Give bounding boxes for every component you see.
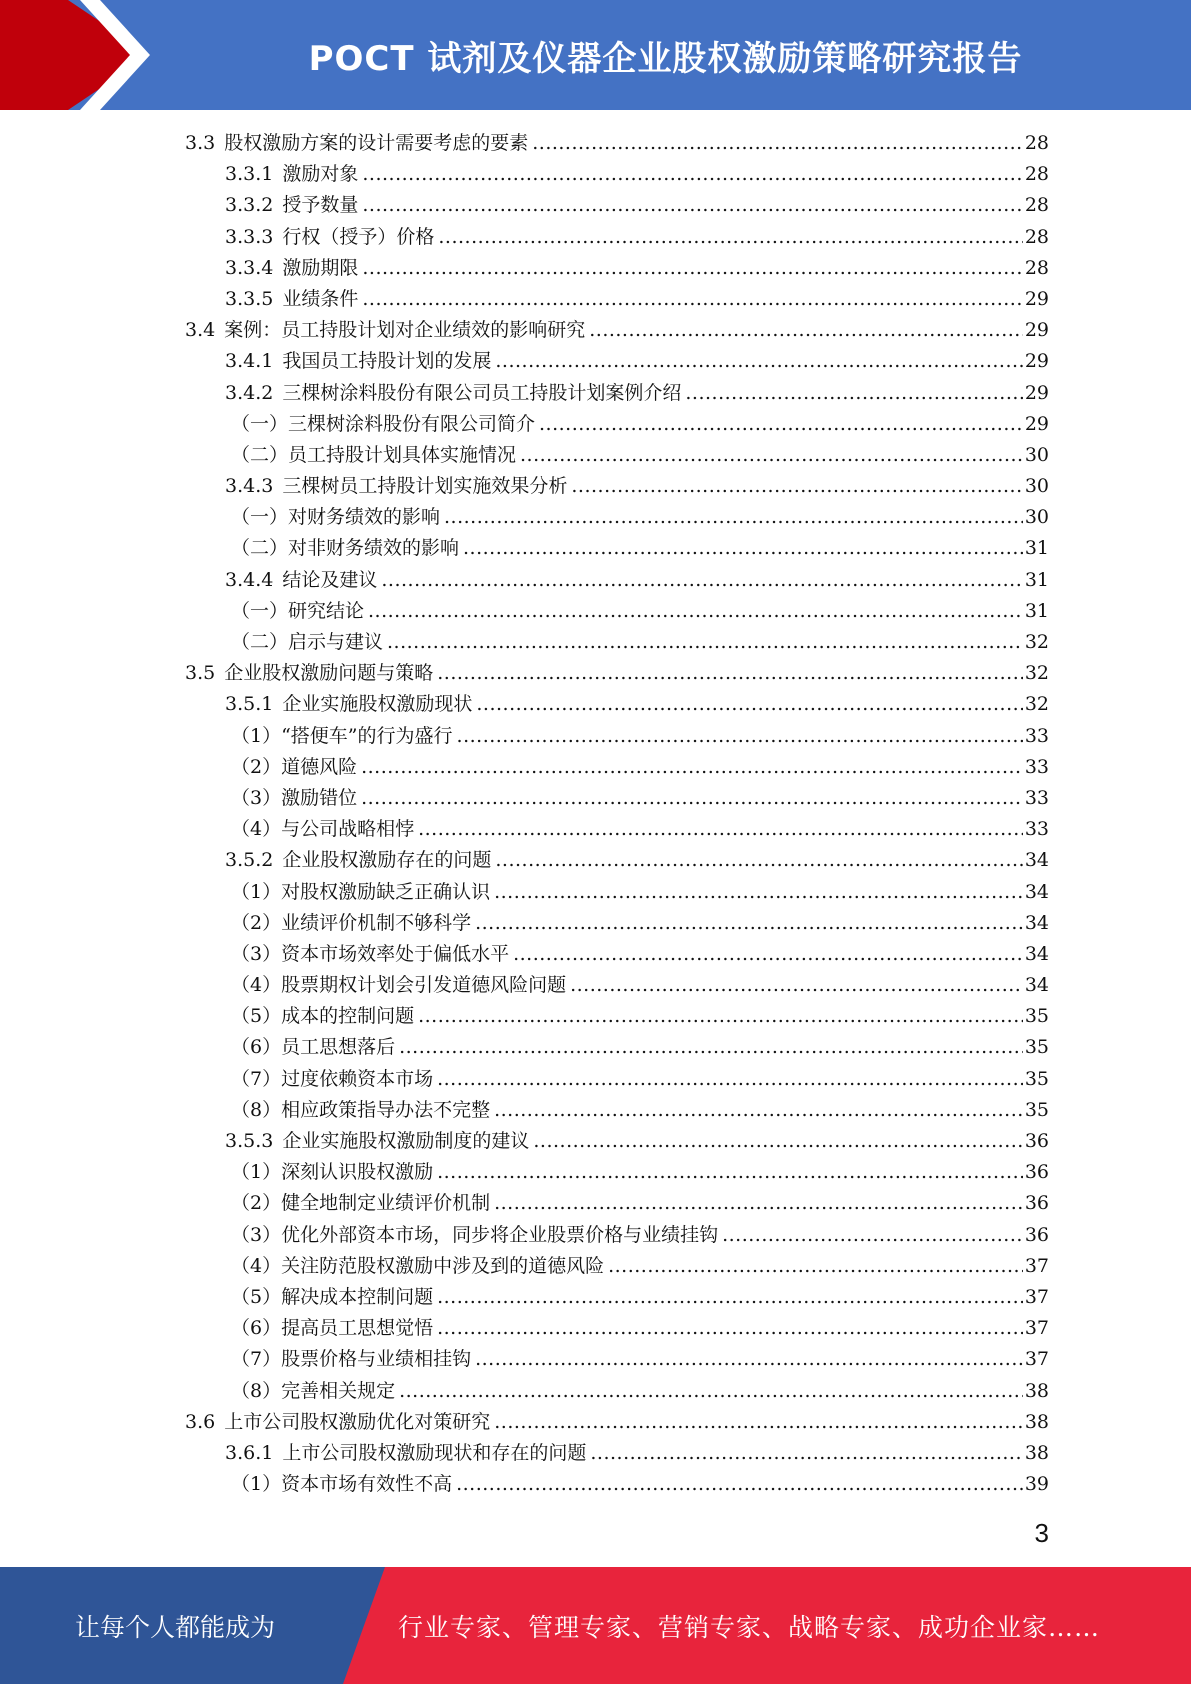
toc-entry-page: 35 <box>1024 1067 1049 1090</box>
toc-entry-title: （7）过度依赖资本市场 <box>231 1067 434 1090</box>
toc-entry-title: （1）深刻认识股权激励 <box>231 1161 434 1184</box>
toc-dot-leader <box>494 1411 1023 1433</box>
toc-entry[interactable] <box>185 939 1049 970</box>
toc-entry[interactable] <box>185 346 1049 377</box>
toc-entry[interactable] <box>185 159 1049 190</box>
toc-entry[interactable] <box>185 1157 1049 1188</box>
toc-entry[interactable] <box>185 440 1049 471</box>
toc-entry-title: （一）研究结论 <box>231 599 365 622</box>
toc-dot-leader <box>381 569 1022 591</box>
toc-entry-number: 3.4.4 <box>225 568 274 591</box>
table-of-contents <box>185 128 1049 1500</box>
toc-entry-page: 32 <box>1024 693 1049 716</box>
toc-entry-page: 29 <box>1024 287 1049 310</box>
toc-entry-number: 3.3.1 <box>225 163 274 186</box>
toc-entry-title: 股权激励方案的设计需要考虑的要素 <box>224 132 529 154</box>
toc-entry-page: 32 <box>1024 662 1049 685</box>
toc-entry[interactable] <box>185 1313 1049 1344</box>
toc-entry[interactable] <box>185 1188 1049 1219</box>
toc-entry[interactable] <box>185 409 1049 440</box>
toc-dot-leader <box>437 1286 1023 1308</box>
toc-entry[interactable] <box>185 190 1049 221</box>
toc-entry-title: 激励对象 <box>282 163 359 186</box>
toc-dot-leader <box>418 818 1023 840</box>
toc-entry[interactable] <box>185 1282 1049 1313</box>
toc-dot-leader <box>362 288 1022 310</box>
toc-dot-leader <box>722 1224 1023 1246</box>
toc-entry[interactable] <box>185 253 1049 284</box>
toc-entry-page: 35 <box>1024 1036 1049 1059</box>
toc-entry-title: 激励期限 <box>282 256 359 279</box>
toc-entry-title: （5）成本的控制问题 <box>231 1005 415 1028</box>
toc-dot-leader <box>494 881 1023 903</box>
toc-entry-page: 31 <box>1024 568 1049 591</box>
toc-dot-leader <box>418 1005 1023 1027</box>
toc-dot-leader <box>494 1192 1023 1214</box>
toc-entry[interactable] <box>185 1469 1049 1500</box>
toc-entry-number: 3.3.2 <box>225 194 274 217</box>
toc-entry-page: 30 <box>1024 506 1049 529</box>
toc-entry-title: （4）股票期权计划会引发道德风险问题 <box>231 974 567 997</box>
toc-entry-title: （4）关注防范股权激励中涉及到的道德风险 <box>231 1254 605 1277</box>
toc-entry[interactable] <box>185 565 1049 596</box>
toc-entry-page: 31 <box>1024 537 1049 560</box>
toc-dot-leader <box>475 1348 1023 1370</box>
toc-entry-page: 34 <box>1024 974 1049 997</box>
toc-entry-number: 3.4.3 <box>225 475 274 498</box>
toc-dot-leader <box>495 849 1022 871</box>
footer-slogan-left: 让每个人都能成为 <box>74 1612 275 1642</box>
toc-entry-page: 36 <box>1024 1192 1049 1215</box>
toc-entry[interactable] <box>185 128 1049 159</box>
toc-entry-title: （3）资本市场效率处于偏低水平 <box>231 942 510 965</box>
toc-entry[interactable] <box>185 752 1049 783</box>
toc-entry[interactable] <box>185 378 1049 409</box>
toc-entry-title: 三棵树涂料股份有限公司员工持股计划案例介绍 <box>282 381 682 404</box>
toc-entry-title: （2）健全地制定业绩评价机制 <box>231 1192 491 1215</box>
toc-entry-page: 35 <box>1024 1005 1049 1028</box>
toc-entry-page: 34 <box>1024 911 1049 934</box>
toc-entry-page: 33 <box>1024 786 1049 809</box>
toc-dot-leader <box>539 413 1023 435</box>
toc-entry[interactable] <box>185 1220 1049 1251</box>
toc-dot-leader <box>590 1442 1022 1464</box>
toc-dot-leader <box>513 943 1023 965</box>
toc-entry[interactable] <box>185 502 1049 533</box>
toc-entry-page: 33 <box>1024 724 1049 747</box>
toc-entry[interactable] <box>185 222 1049 253</box>
toc-entry-title: （一）对财务绩效的影响 <box>231 506 441 529</box>
toc-entry-page: 29 <box>1024 319 1049 342</box>
toc-entry-title: （1）对股权激励缺乏正确认识 <box>231 880 491 903</box>
toc-entry-title: 企业股权激励存在的问题 <box>282 849 492 872</box>
toc-entry[interactable] <box>185 1126 1049 1157</box>
toc-entry-number: 3.4.2 <box>225 381 274 404</box>
toc-entry-title: （一）三棵树涂料股份有限公司简介 <box>231 412 536 435</box>
toc-entry-number: 3.4 <box>185 319 216 342</box>
toc-entry[interactable] <box>185 284 1049 315</box>
toc-entry[interactable] <box>185 814 1049 845</box>
toc-entry-page: 36 <box>1024 1223 1049 1246</box>
toc-entry-title: 结论及建议 <box>282 568 378 591</box>
toc-entry-title: （2）业绩评价机制不够科学 <box>231 911 472 934</box>
toc-entry-page: 37 <box>1024 1254 1049 1277</box>
toc-entry-page: 36 <box>1024 1161 1049 1184</box>
toc-entry-page: 28 <box>1024 194 1049 217</box>
toc-entry-title: （4）与公司战略相悖 <box>231 818 415 841</box>
toc-entry-title: （2）道德风险 <box>231 755 358 778</box>
toc-dot-leader <box>589 319 1023 341</box>
toc-entry-title: （3）优化外部资本市场，同步将企业股票价格与业绩挂钩 <box>231 1223 719 1246</box>
toc-entry-title: （6）提高员工思想觉悟 <box>231 1317 434 1340</box>
toc-entry-title: 企业股权激励问题与策略 <box>224 662 434 685</box>
toc-entry[interactable] <box>185 721 1049 752</box>
toc-entry[interactable] <box>185 689 1049 720</box>
toc-entry-title: （二）启示与建议 <box>231 631 384 653</box>
toc-entry[interactable] <box>185 908 1049 939</box>
toc-entry-title: （3）激励错位 <box>231 786 358 809</box>
toc-entry[interactable] <box>185 1438 1049 1469</box>
toc-entry[interactable] <box>185 627 1049 658</box>
toc-entry-title: （6）员工思想落后 <box>231 1036 396 1059</box>
toc-entry-number: 3.5.3 <box>225 1130 274 1152</box>
toc-entry-title: 案例：员工持股计划对企业绩效的影响研究 <box>224 319 586 342</box>
toc-entry-number: 3.5 <box>185 662 216 685</box>
toc-entry[interactable] <box>185 845 1049 876</box>
toc-entry-title: 行权（授予）价格 <box>282 225 435 248</box>
toc-entry[interactable] <box>185 1251 1049 1282</box>
toc-entry-number: 3.6 <box>185 1410 216 1433</box>
toc-entry-title: （7）股票价格与业绩相挂钩 <box>231 1348 472 1371</box>
toc-entry-page: 39 <box>1024 1473 1049 1496</box>
toc-dot-leader <box>362 194 1022 216</box>
toc-entry[interactable] <box>185 1095 1049 1126</box>
toc-entry-page: 28 <box>1024 163 1049 186</box>
toc-entry-title: 企业实施股权激励现状 <box>282 693 473 716</box>
toc-entry[interactable] <box>185 877 1049 908</box>
toc-entry-page: 28 <box>1024 256 1049 279</box>
page-number: 3 <box>1034 1518 1049 1548</box>
toc-entry-number: 3.6.1 <box>225 1441 274 1464</box>
footer-slogan-right: 行业专家、管理专家、营销专家、战略专家、成功企业家…… <box>398 1612 1101 1642</box>
toc-entry-page: 30 <box>1024 475 1049 498</box>
toc-entry-title: 授予数量 <box>282 194 359 217</box>
toc-entry-title: 业绩条件 <box>282 287 359 310</box>
toc-dot-leader <box>532 132 1023 154</box>
toc-dot-leader <box>685 382 1022 404</box>
toc-entry[interactable] <box>185 1407 1049 1438</box>
toc-entry-number: 3.3.4 <box>225 256 274 279</box>
toc-entry-page: 29 <box>1024 350 1049 373</box>
toc-entry-page: 28 <box>1024 132 1049 154</box>
toc-entry[interactable] <box>185 533 1049 564</box>
toc-dot-leader <box>362 163 1022 185</box>
toc-entry-title: （5）解决成本控制问题 <box>231 1285 434 1308</box>
toc-entry-title: 上市公司股权激励优化对策研究 <box>224 1410 491 1433</box>
toc-dot-leader <box>571 475 1022 497</box>
toc-entry[interactable] <box>185 970 1049 1001</box>
toc-entry-page: 33 <box>1024 818 1049 841</box>
toc-dot-leader <box>437 1161 1023 1183</box>
toc-entry-page: 36 <box>1024 1130 1049 1152</box>
toc-entry[interactable] <box>185 783 1049 814</box>
toc-entry-title: （1）资本市场有效性不高 <box>231 1473 453 1496</box>
toc-entry-page: 29 <box>1024 412 1049 435</box>
toc-entry-page: 38 <box>1024 1441 1049 1464</box>
toc-entry-number: 3.4.1 <box>225 350 274 373</box>
toc-dot-leader <box>457 725 1023 747</box>
toc-entry-title: 上市公司股权激励现状和存在的问题 <box>282 1441 587 1464</box>
toc-dot-leader <box>437 662 1023 684</box>
toc-dot-leader <box>387 631 1023 653</box>
toc-dot-leader <box>399 1036 1023 1058</box>
toc-entry[interactable] <box>185 315 1049 346</box>
toc-entry-title: （1）“搭便车”的行为盛行 <box>231 724 453 747</box>
toc-dot-leader <box>533 1130 1022 1152</box>
toc-entry-page: 37 <box>1024 1348 1049 1371</box>
toc-dot-leader <box>361 787 1023 809</box>
toc-entry-number: 3.3.5 <box>225 287 274 310</box>
toc-entry[interactable] <box>185 1064 1049 1095</box>
toc-entry[interactable] <box>185 471 1049 502</box>
toc-entry-title: （二）对非财务绩效的影响 <box>231 537 460 560</box>
toc-entry-page: 35 <box>1024 1098 1049 1121</box>
toc-entry-page: 34 <box>1024 942 1049 965</box>
toc-entry-title: （8）相应政策指导办法不完整 <box>231 1098 491 1121</box>
toc-entry-number: 3.3 <box>185 132 216 154</box>
toc-entry-page: 34 <box>1024 880 1049 903</box>
toc-entry-page: 38 <box>1024 1379 1049 1402</box>
toc-dot-leader <box>437 1068 1023 1090</box>
toc-entry-number: 3.3.3 <box>225 225 274 248</box>
toc-entry[interactable] <box>185 1032 1049 1063</box>
toc-entry-page: 32 <box>1024 631 1049 653</box>
toc-dot-leader <box>361 756 1023 778</box>
toc-entry-number: 3.5.1 <box>225 693 274 716</box>
toc-entry[interactable] <box>185 1001 1049 1032</box>
toc-entry-title: 三棵树员工持股计划实施效果分析 <box>282 475 568 498</box>
toc-entry[interactable] <box>185 1376 1049 1407</box>
toc-dot-leader <box>494 1099 1023 1121</box>
page-footer <box>0 1567 1191 1684</box>
toc-entry-page: 28 <box>1024 225 1049 248</box>
toc-entry-page: 37 <box>1024 1285 1049 1308</box>
document-title: POCT 试剂及仪器企业股权激励策略研究报告 <box>308 38 1023 79</box>
toc-dot-leader <box>444 506 1023 528</box>
toc-dot-leader <box>608 1255 1023 1277</box>
toc-dot-leader <box>368 600 1023 622</box>
toc-entry-title: 企业实施股权激励制度的建议 <box>282 1130 530 1152</box>
toc-entry-page: 30 <box>1024 443 1049 466</box>
toc-entry-number: 3.5.2 <box>225 849 274 872</box>
toc-dot-leader <box>520 444 1023 466</box>
toc-dot-leader <box>495 350 1022 372</box>
toc-entry[interactable] <box>185 1344 1049 1375</box>
toc-entry-page: 38 <box>1024 1410 1049 1433</box>
toc-entry-page: 33 <box>1024 755 1049 778</box>
toc-dot-leader <box>476 693 1022 715</box>
toc-entry[interactable] <box>185 658 1049 689</box>
page-header <box>0 0 1191 110</box>
toc-entry-page: 34 <box>1024 849 1049 872</box>
toc-entry-title: 我国员工持股计划的发展 <box>282 350 492 373</box>
toc-entry-title: （8）完善相关规定 <box>231 1379 396 1402</box>
toc-entry-page: 37 <box>1024 1317 1049 1340</box>
toc-dot-leader <box>463 537 1023 559</box>
toc-dot-leader <box>456 1473 1023 1495</box>
toc-dot-leader <box>438 226 1022 248</box>
toc-dot-leader <box>362 257 1022 279</box>
toc-dot-leader <box>399 1380 1023 1402</box>
toc-dot-leader <box>475 912 1023 934</box>
toc-entry[interactable] <box>185 596 1049 627</box>
toc-entry-page: 29 <box>1024 381 1049 404</box>
toc-dot-leader <box>570 974 1023 996</box>
toc-dot-leader <box>437 1317 1023 1339</box>
toc-entry-title: （二）员工持股计划具体实施情况 <box>231 443 517 466</box>
toc-entry-page: 31 <box>1024 599 1049 622</box>
